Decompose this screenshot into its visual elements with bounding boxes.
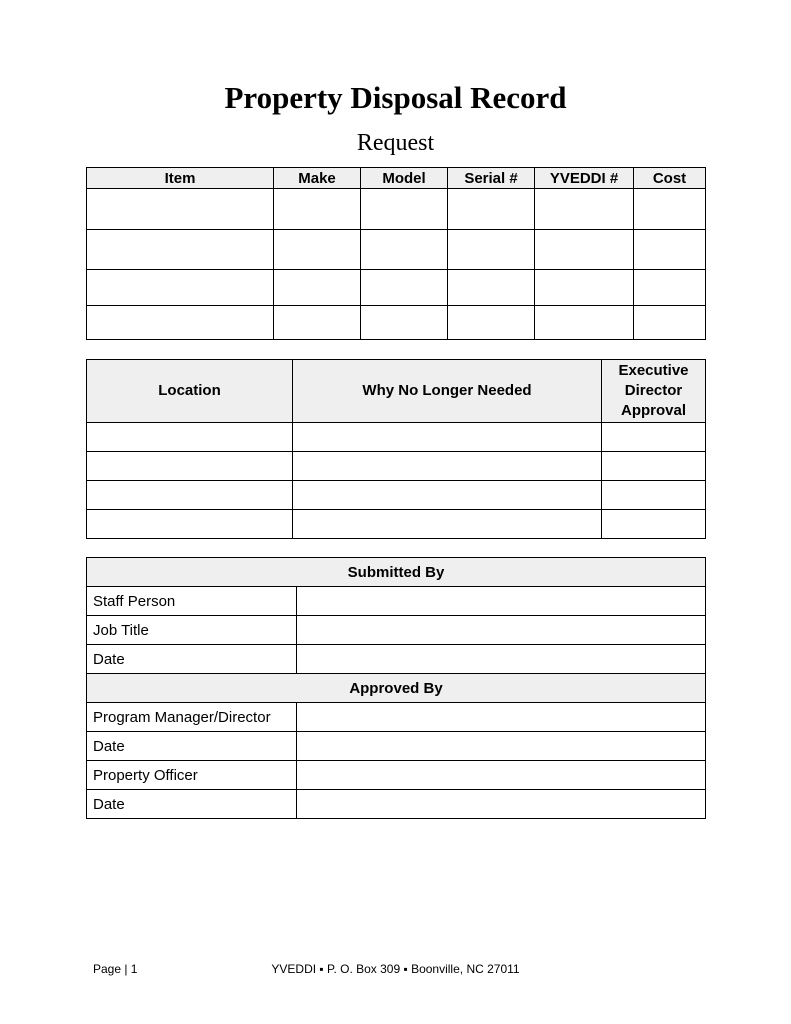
make-cell[interactable] — [274, 270, 361, 306]
model-cell[interactable] — [361, 230, 448, 270]
staff-person-label: Staff Person — [87, 587, 297, 616]
header-serial: Serial # — [448, 168, 535, 189]
header-executive-director-approval: Executive Director Approval — [602, 360, 706, 423]
table-row — [87, 230, 706, 270]
approved-by-header-row — [87, 674, 706, 703]
table-row — [87, 616, 706, 645]
location-cell[interactable] — [87, 510, 293, 539]
submitted-date-field[interactable] — [297, 645, 706, 674]
make-cell[interactable] — [274, 189, 361, 230]
serial-cell[interactable] — [448, 230, 535, 270]
item-cell[interactable] — [87, 306, 274, 340]
staff-person-field[interactable] — [297, 587, 706, 616]
location-header-row — [87, 360, 706, 423]
officer-date-field[interactable] — [297, 790, 706, 819]
request-table — [86, 167, 706, 340]
header-yveddi: YVEDDI # — [535, 168, 634, 189]
model-cell[interactable] — [361, 189, 448, 230]
serial-cell[interactable] — [448, 189, 535, 230]
table-row — [87, 645, 706, 674]
program-manager-label: Program Manager/Director — [87, 703, 297, 732]
item-cell[interactable] — [87, 189, 274, 230]
approval-cell[interactable] — [602, 423, 706, 452]
make-cell[interactable] — [274, 230, 361, 270]
table-row — [87, 423, 706, 452]
table-row — [87, 306, 706, 340]
header-why-no-longer-needed: Why No Longer Needed — [293, 360, 602, 423]
submitted-by-header: Submitted By — [87, 558, 706, 587]
officer-date-label: Date — [87, 790, 297, 819]
serial-cell[interactable] — [448, 306, 535, 340]
table-row — [87, 587, 706, 616]
header-location: Location — [87, 360, 293, 423]
property-officer-label: Property Officer — [87, 761, 297, 790]
location-cell[interactable] — [87, 452, 293, 481]
table-row — [87, 761, 706, 790]
request-header-row — [87, 168, 706, 189]
location-cell[interactable] — [87, 481, 293, 510]
table-row — [87, 270, 706, 306]
table-row — [87, 481, 706, 510]
model-cell[interactable] — [361, 306, 448, 340]
reason-cell[interactable] — [293, 481, 602, 510]
table-row — [87, 732, 706, 761]
yveddi-cell[interactable] — [535, 270, 634, 306]
reason-cell[interactable] — [293, 423, 602, 452]
table-row — [87, 510, 706, 539]
make-cell[interactable] — [274, 306, 361, 340]
item-cell[interactable] — [87, 270, 274, 306]
table-row — [87, 189, 706, 230]
yveddi-cell[interactable] — [535, 230, 634, 270]
program-manager-field[interactable] — [297, 703, 706, 732]
page-subtitle: Request — [356, 130, 435, 156]
header-make: Make — [274, 168, 361, 189]
reason-cell[interactable] — [293, 510, 602, 539]
submitted-date-label: Date — [87, 645, 297, 674]
approval-cell[interactable] — [602, 452, 706, 481]
serial-cell[interactable] — [448, 270, 535, 306]
cost-cell[interactable] — [634, 189, 706, 230]
header-cost: Cost — [634, 168, 706, 189]
approval-cell[interactable] — [602, 510, 706, 539]
approval-cell[interactable] — [602, 481, 706, 510]
manager-date-label: Date — [87, 732, 297, 761]
cost-cell[interactable] — [634, 306, 706, 340]
submitted-by-header-row — [87, 558, 706, 587]
location-cell[interactable] — [87, 423, 293, 452]
page-number: Page | 1 — [93, 962, 138, 976]
yveddi-cell[interactable] — [535, 189, 634, 230]
reason-cell[interactable] — [293, 452, 602, 481]
approved-by-header: Approved By — [87, 674, 706, 703]
header-item: Item — [87, 168, 274, 189]
location-table — [86, 359, 706, 539]
job-title-label: Job Title — [87, 616, 297, 645]
yveddi-cell[interactable] — [535, 306, 634, 340]
page-title: Property Disposal Record — [224, 80, 567, 115]
cost-cell[interactable] — [634, 270, 706, 306]
table-row — [87, 703, 706, 732]
property-officer-field[interactable] — [297, 761, 706, 790]
footer-address: YVEDDI ▪ P. O. Box 309 ▪ Boonville, NC 27011 — [271, 962, 520, 976]
table-row — [87, 452, 706, 481]
item-cell[interactable] — [87, 230, 274, 270]
job-title-field[interactable] — [297, 616, 706, 645]
header-model: Model — [361, 168, 448, 189]
cost-cell[interactable] — [634, 230, 706, 270]
manager-date-field[interactable] — [297, 732, 706, 761]
signoff-table — [86, 557, 706, 819]
table-row — [87, 790, 706, 819]
model-cell[interactable] — [361, 270, 448, 306]
